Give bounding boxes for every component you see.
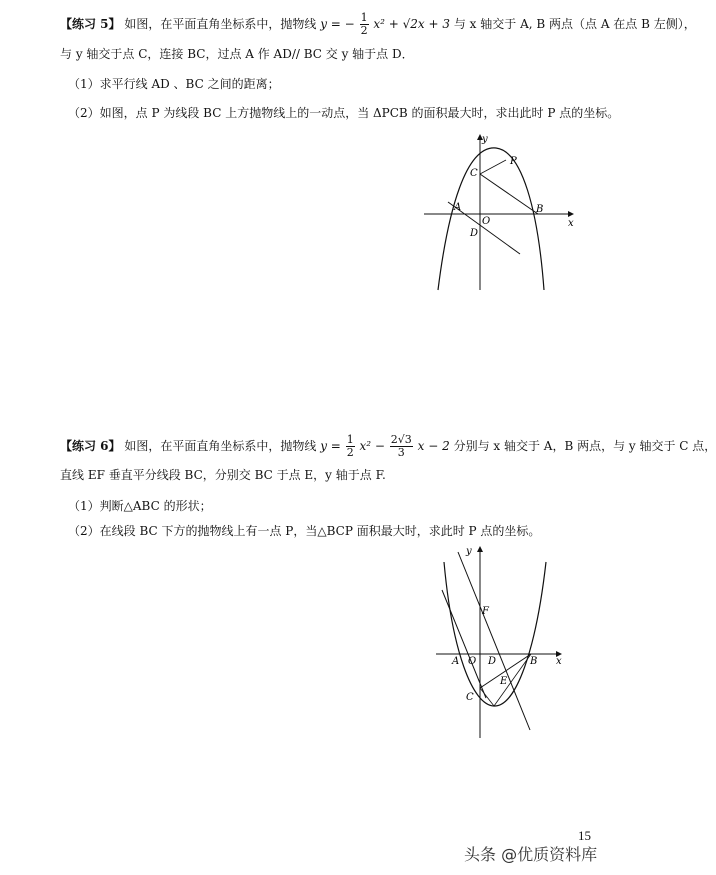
ex6-fig-C: C [466,692,474,703]
ex6-intro-cont: 分别与 x 轴交于 A，B 两点，与 y 轴交于 C 点， [453,439,716,453]
ex6-fig-B: B [530,656,538,667]
ex6-fig-O: O [468,656,477,667]
ex5-fig-x: x [568,218,574,229]
ex6-fig-y: y [466,546,472,557]
ex6-intro: 如图，在平面直角坐标系中，抛物线 [124,439,317,453]
ex6-eq-mid: x² − [359,439,385,453]
ex6-eq-rest: x − 2 [417,439,450,453]
ex5-frac-num: 1 [360,11,368,24]
ex6-frac2-num: 2√3 [390,433,412,446]
ex5-intro: 如图，在平面直角坐标系中，抛物线 [124,17,317,31]
page-number: 15 [578,828,591,843]
ex6-eq-fraction-2 [390,434,413,459]
ex6-line-1 [60,433,716,459]
ex5-line-1 [60,11,696,37]
ex6-fig-A: A [452,656,460,667]
ex6-fig-x: x [556,656,562,667]
ex5-fig-A: A [454,202,462,213]
ex6-frac1-den: 2 [346,446,354,459]
ex6-eq-y: y = [320,439,341,453]
ex6-eq-fraction-1 [346,434,355,459]
ex6-fig-F: F [482,606,489,617]
watermark: 头条 @优质资料库 [464,845,598,864]
ex5-fig-D: D [470,228,479,239]
ex5-eq-fraction [360,12,369,37]
ex5-figure [418,130,580,292]
ex5-fig-B: B [536,204,544,215]
ex5-frac-den: 2 [360,24,368,37]
ex5-intro-cont: 与 x 轴交于 A, B 两点（点 A 在点 B 左侧）， [453,17,696,31]
ex5-eq-y: y = − [320,17,355,31]
ex6-fig-D: D [488,656,497,667]
ex5-eq-rest: x² + √2x + 3 [373,17,451,31]
ex5-question-1: （1）求平行线 AD 、BC 之间的距离； [68,77,280,91]
ex6-frac2-den: 3 [397,446,405,459]
ex6-figure [432,540,572,740]
ex6-frac1-num: 1 [346,433,354,446]
ex6-label: 【练习 6】 [60,439,121,453]
ex5-label: 【练习 5】 [60,17,121,31]
ex5-line-2: 与 y 轴交于点 C，连接 BC，过点 A 作 AD// BC 交 y 轴于点 D． [60,47,414,61]
ex5-question-2: （2）如图，点 P 为线段 BC 上方抛物线上的一动点，当 ΔPCB 的面积最大时，求出此时 P 点的坐标。 [68,106,620,120]
ex6-question-1: （1）判断△ABC 的形状； [68,499,212,513]
ex5-fig-C: C [470,168,478,179]
ex5-fig-y: y [482,134,488,145]
ex6-question-2: （2）在线段 BC 下方的抛物线上有一点 P，当△BCP 面积最大时，求此时 P 点的坐标。 [68,524,541,538]
ex5-fig-P: P [510,156,517,167]
ex5-fig-O: O [482,216,491,227]
ex6-line-2: 直线 EF 垂直平分线段 BC，分别交 BC 于点 E，y 轴于点 F. [60,468,386,482]
ex6-fig-E: E [500,676,508,687]
